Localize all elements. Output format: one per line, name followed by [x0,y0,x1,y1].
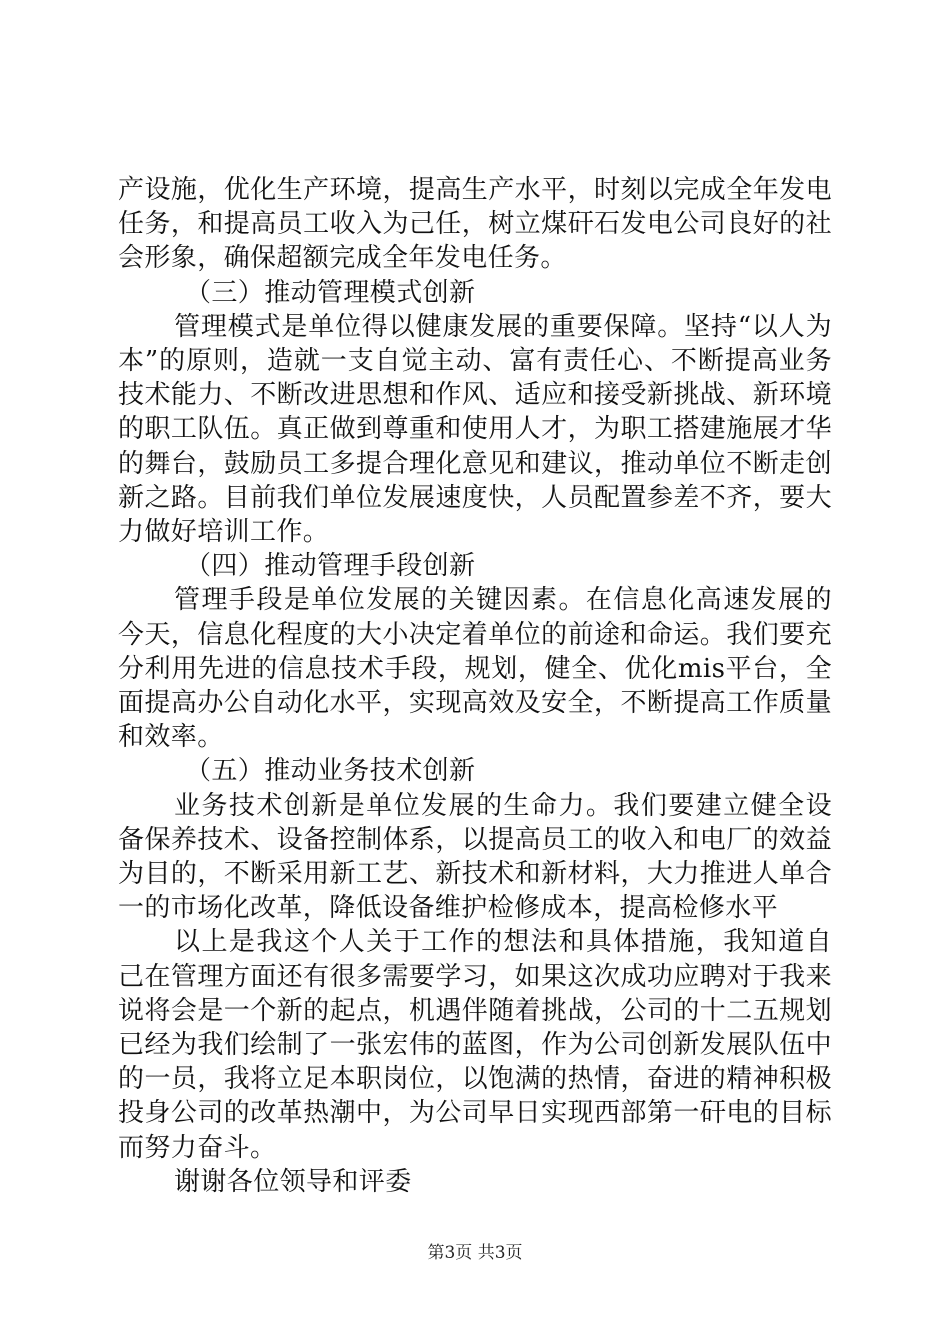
paragraph-thanks: 谢谢各位领导和评委 [174,1166,412,1197]
document-body [118,173,832,1199]
paragraph-management-model: 管理模式是单位得以健康发展的重要保障。坚持“以人为本”的原则，造就一支自觉主动、富有责任心、不断提高业务技术能力、不断改进思想和作风、适应和接受新挑战、新环境的职工队伍。真正做到尊重和使用人才，为职工搭建施展才华的舞台，鼓励员工多提合理化意见和建议，推动单位不断走创新之路。目前我们单位发展速度快，人员配置参差不齐，要大力做好培训工作。 [118,311,832,548]
section-heading-4: （四）推动管理手段创新 [185,551,476,582]
paragraph-management-means: 管理手段是单位发展的关键因素。在信息化高速发展的今天，信息化程度的大小决定着单位的前途和命运。我们要充分利用先进的信息技术手段，规划，健全、优化mis平台，全面提高办公自动化水平，实现高效及安全，不断提高工作质量和效率。 [118,585,832,753]
paragraph-technical-innovation: 业务技术创新是单位发展的生命力。我们要建立健全设备保养技术、设备控制体系，以提高员工的收入和电厂的效益为目的，不断采用新工艺、新技术和新材料，大力推进人单合一的市场化改革，降低设备维护检修成本，提高检修水平 [118,790,832,924]
paragraph-continuation: 产设施，优化生产环境，提高生产水平，时刻以完成全年发电任务，和提高员工收入为己任，树立煤矸石发电公司良好的社会形象，确保超额完成全年发电任务。 [118,175,832,274]
section-heading-3: （三）推动管理模式创新 [185,277,476,308]
paragraph-conclusion: 以上是我这个人关于工作的想法和具体措施，我知道自己在管理方面还有很多需要学习，如果这次成功应聘对于我来说将会是一个新的起点，机遇伴随着挑战，公司的十二五规划已经为我们绘制了一张宏伟的蓝图，作为公司创新发展队伍中的一员，我将立足本职岗位，以饱满的热情，奋进的精神积极投身公司的改革热潮中，为公司早日实现西部第一矸电的目标而努力奋斗。 [118,927,832,1163]
section-heading-5: （五）推动业务技术创新 [185,756,476,787]
page-number-footer: 第3页 共3页 [427,1243,523,1263]
